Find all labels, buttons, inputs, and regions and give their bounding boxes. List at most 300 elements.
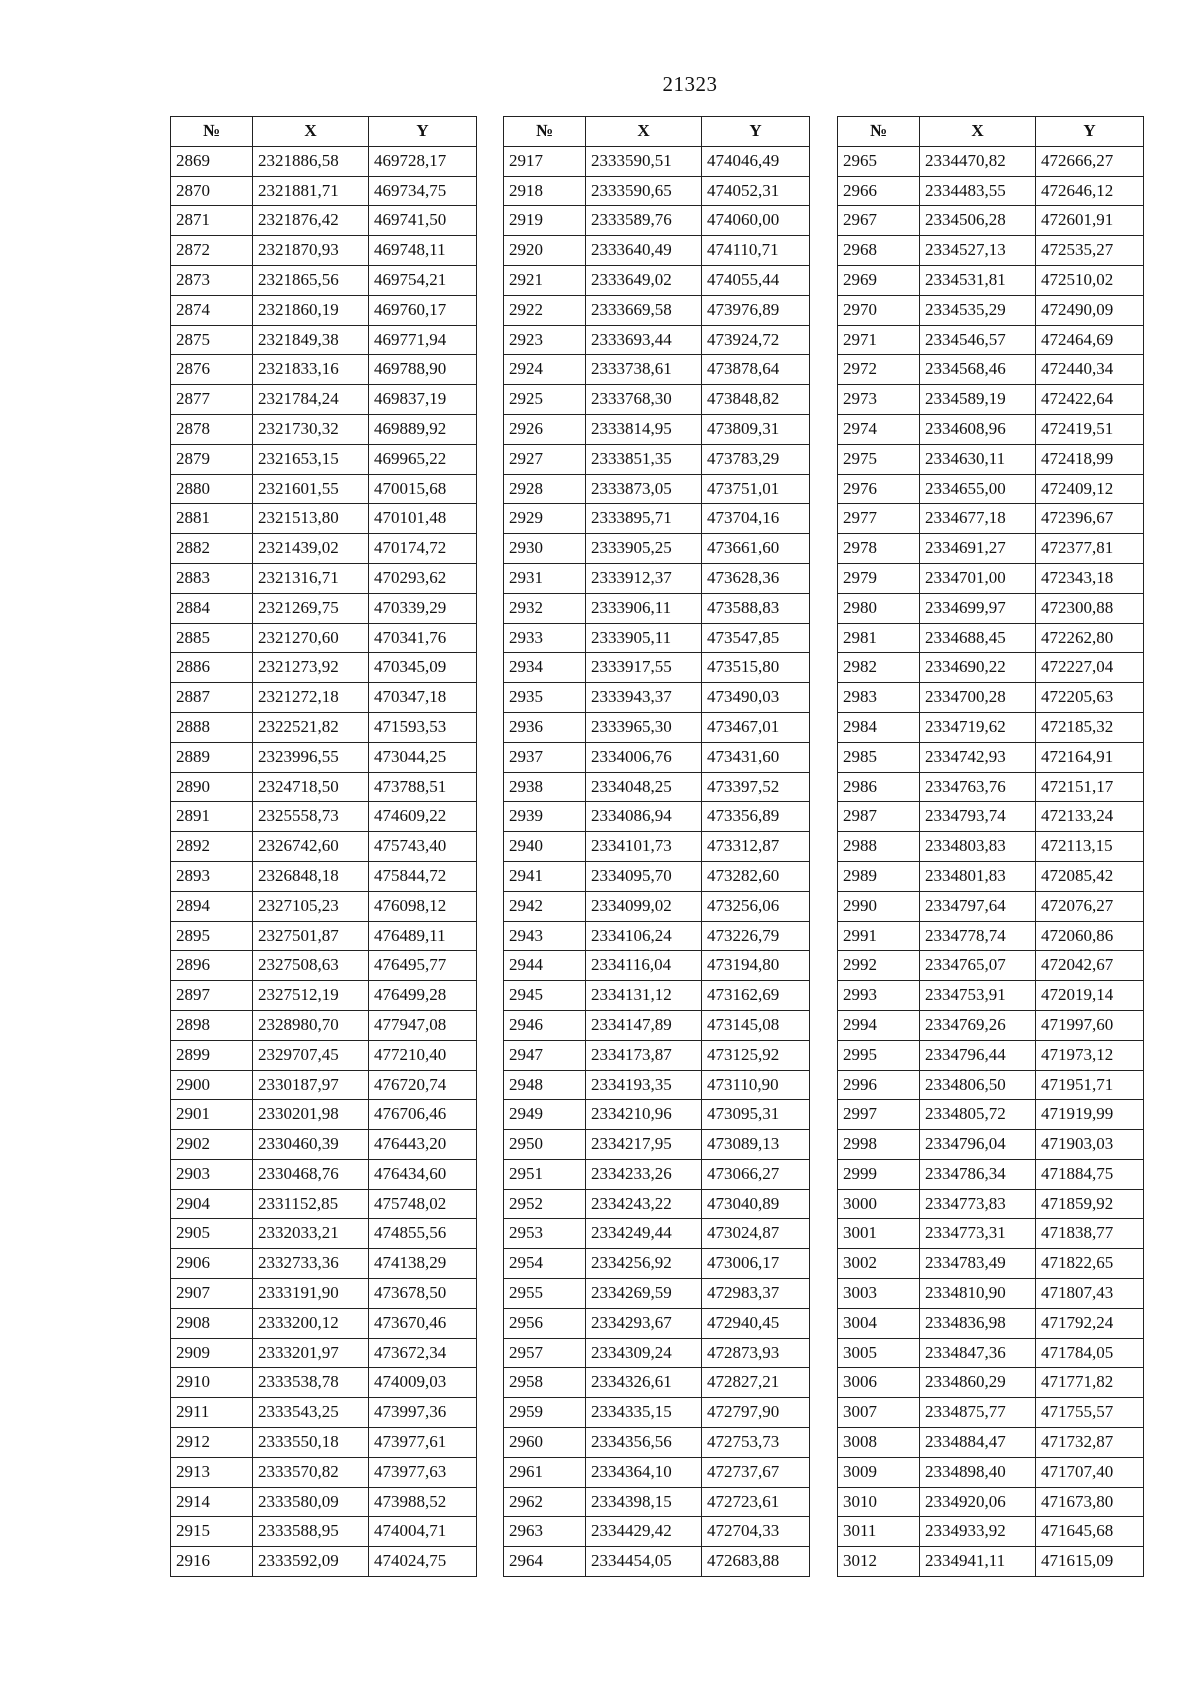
x-coordinate-cell: 2321653,15	[253, 444, 369, 474]
point-number-cell: 2877	[171, 385, 253, 415]
point-number-cell: 2943	[504, 921, 586, 951]
table-row	[171, 1189, 477, 1219]
x-coordinate-cell: 2321272,18	[253, 683, 369, 713]
point-number-cell: 2914	[171, 1487, 253, 1517]
x-coordinate-cell: 2326848,18	[253, 861, 369, 891]
y-coordinate-cell: 471771,82	[1036, 1368, 1144, 1398]
y-coordinate-cell: 473095,31	[702, 1100, 810, 1130]
x-coordinate-cell: 2321316,71	[253, 563, 369, 593]
x-coordinate-cell: 2334470,82	[920, 146, 1036, 176]
x-coordinate-cell: 2329707,45	[253, 1040, 369, 1070]
x-coordinate-cell: 2334920,06	[920, 1487, 1036, 1517]
point-number-cell: 3012	[838, 1547, 920, 1577]
y-coordinate-cell: 474004,71	[369, 1517, 477, 1547]
point-number-cell: 2977	[838, 504, 920, 534]
point-number-cell: 3006	[838, 1368, 920, 1398]
table-row	[504, 1130, 810, 1160]
table-row	[171, 176, 477, 206]
y-coordinate-cell: 472113,15	[1036, 832, 1144, 862]
y-coordinate-cell: 472262,80	[1036, 623, 1144, 653]
table-row	[504, 772, 810, 802]
x-coordinate-cell: 2328980,70	[253, 1010, 369, 1040]
y-coordinate-cell: 473356,89	[702, 802, 810, 832]
y-coordinate-cell: 473678,50	[369, 1279, 477, 1309]
x-coordinate-cell: 2334101,73	[586, 832, 702, 862]
table-row	[838, 1189, 1144, 1219]
y-coordinate-cell: 472396,67	[1036, 504, 1144, 534]
point-number-cell: 2996	[838, 1070, 920, 1100]
table-row	[171, 474, 477, 504]
table-row	[838, 355, 1144, 385]
point-number-cell: 2948	[504, 1070, 586, 1100]
x-coordinate-cell: 2325558,73	[253, 802, 369, 832]
table-row	[838, 563, 1144, 593]
x-coordinate-cell: 2321270,60	[253, 623, 369, 653]
x-coordinate-cell: 2334773,83	[920, 1189, 1036, 1219]
table-row	[838, 444, 1144, 474]
table-row	[171, 414, 477, 444]
y-coordinate-cell: 470015,68	[369, 474, 477, 504]
y-coordinate-cell: 472646,12	[1036, 176, 1144, 206]
point-number-cell: 2901	[171, 1100, 253, 1130]
point-number-cell: 3001	[838, 1219, 920, 1249]
point-number-cell: 2953	[504, 1219, 586, 1249]
y-coordinate-cell: 474110,71	[702, 236, 810, 266]
table-row	[504, 355, 810, 385]
header-y: Y	[702, 117, 810, 147]
table-row	[171, 861, 477, 891]
point-number-cell: 2891	[171, 802, 253, 832]
point-number-cell: 2910	[171, 1368, 253, 1398]
point-number-cell: 2925	[504, 385, 586, 415]
x-coordinate-cell: 2333592,09	[253, 1547, 369, 1577]
point-number-cell: 2898	[171, 1010, 253, 1040]
x-coordinate-cell: 2334099,02	[586, 891, 702, 921]
x-coordinate-cell: 2322521,82	[253, 712, 369, 742]
table-row	[838, 176, 1144, 206]
point-number-cell: 2887	[171, 683, 253, 713]
point-number-cell: 2882	[171, 534, 253, 564]
point-number-cell: 2961	[504, 1457, 586, 1487]
x-coordinate-cell: 2333738,61	[586, 355, 702, 385]
point-number-cell: 2998	[838, 1130, 920, 1160]
y-coordinate-cell: 472422,64	[1036, 385, 1144, 415]
point-number-cell: 2956	[504, 1308, 586, 1338]
point-number-cell: 2920	[504, 236, 586, 266]
x-coordinate-cell: 2333905,11	[586, 623, 702, 653]
x-coordinate-cell: 2334233,26	[586, 1159, 702, 1189]
y-coordinate-cell: 473704,16	[702, 504, 810, 534]
x-coordinate-cell: 2334568,46	[920, 355, 1036, 385]
x-coordinate-cell: 2334630,11	[920, 444, 1036, 474]
y-coordinate-cell: 476706,46	[369, 1100, 477, 1130]
table-row	[504, 1398, 810, 1428]
y-coordinate-cell: 476495,77	[369, 951, 477, 981]
y-coordinate-cell: 472666,27	[1036, 146, 1144, 176]
table-row	[838, 861, 1144, 891]
table-row	[171, 1070, 477, 1100]
y-coordinate-cell: 472490,09	[1036, 295, 1144, 325]
point-number-cell: 2949	[504, 1100, 586, 1130]
y-coordinate-cell: 472737,67	[702, 1457, 810, 1487]
table-row	[838, 1487, 1144, 1517]
table-row	[171, 1398, 477, 1428]
x-coordinate-cell: 2334796,44	[920, 1040, 1036, 1070]
table-row	[504, 623, 810, 653]
table-row	[171, 1249, 477, 1279]
y-coordinate-cell: 476434,60	[369, 1159, 477, 1189]
x-coordinate-cell: 2334217,95	[586, 1130, 702, 1160]
point-number-cell: 2973	[838, 385, 920, 415]
table-row	[838, 1159, 1144, 1189]
header-y: Y	[1036, 117, 1144, 147]
point-number-cell: 2881	[171, 504, 253, 534]
point-number-cell: 2981	[838, 623, 920, 653]
y-coordinate-cell: 473788,51	[369, 772, 477, 802]
point-number-cell: 2899	[171, 1040, 253, 1070]
x-coordinate-cell: 2334898,40	[920, 1457, 1036, 1487]
table-row	[171, 981, 477, 1011]
y-coordinate-cell: 473110,90	[702, 1070, 810, 1100]
y-coordinate-cell: 471755,57	[1036, 1398, 1144, 1428]
table-row	[838, 1368, 1144, 1398]
x-coordinate-cell: 2334805,72	[920, 1100, 1036, 1130]
table-body	[504, 146, 810, 1576]
x-coordinate-cell: 2334131,12	[586, 981, 702, 1011]
x-coordinate-cell: 2333590,65	[586, 176, 702, 206]
table-row	[171, 1100, 477, 1130]
x-coordinate-cell: 2333543,25	[253, 1398, 369, 1428]
x-coordinate-cell: 2326742,60	[253, 832, 369, 862]
point-number-cell: 2885	[171, 623, 253, 653]
x-coordinate-cell: 2334483,55	[920, 176, 1036, 206]
y-coordinate-cell: 469760,17	[369, 295, 477, 325]
y-coordinate-cell: 473006,17	[702, 1249, 810, 1279]
y-coordinate-cell: 473848,82	[702, 385, 810, 415]
x-coordinate-cell: 2334006,76	[586, 742, 702, 772]
y-coordinate-cell: 473809,31	[702, 414, 810, 444]
y-coordinate-cell: 469837,19	[369, 385, 477, 415]
y-coordinate-cell: 476489,11	[369, 921, 477, 951]
x-coordinate-cell: 2321601,55	[253, 474, 369, 504]
table-row	[504, 891, 810, 921]
table-row	[171, 534, 477, 564]
table-row	[504, 861, 810, 891]
point-number-cell: 3002	[838, 1249, 920, 1279]
y-coordinate-cell: 473194,80	[702, 951, 810, 981]
y-coordinate-cell: 469965,22	[369, 444, 477, 474]
y-coordinate-cell: 472418,99	[1036, 444, 1144, 474]
x-coordinate-cell: 2321273,92	[253, 653, 369, 683]
table-row	[838, 534, 1144, 564]
table-row	[504, 176, 810, 206]
point-number-cell: 2986	[838, 772, 920, 802]
y-coordinate-cell: 473628,36	[702, 563, 810, 593]
point-number-cell: 2960	[504, 1428, 586, 1458]
page-number: 21323	[662, 72, 718, 96]
point-number-cell: 2937	[504, 742, 586, 772]
point-number-cell: 2983	[838, 683, 920, 713]
y-coordinate-cell: 474055,44	[702, 265, 810, 295]
table-row	[171, 623, 477, 653]
x-coordinate-cell: 2334535,29	[920, 295, 1036, 325]
point-number-cell: 2876	[171, 355, 253, 385]
x-coordinate-cell: 2334933,92	[920, 1517, 1036, 1547]
table-row	[171, 1308, 477, 1338]
point-number-cell: 2918	[504, 176, 586, 206]
y-coordinate-cell: 471673,80	[1036, 1487, 1144, 1517]
point-number-cell: 2952	[504, 1189, 586, 1219]
table-row	[838, 832, 1144, 862]
x-coordinate-cell: 2334429,42	[586, 1517, 702, 1547]
x-coordinate-cell: 2330460,39	[253, 1130, 369, 1160]
y-coordinate-cell: 473997,36	[369, 1398, 477, 1428]
point-number-cell: 2870	[171, 176, 253, 206]
point-number-cell: 2938	[504, 772, 586, 802]
table-row	[171, 772, 477, 802]
x-coordinate-cell: 2334836,98	[920, 1308, 1036, 1338]
x-coordinate-cell: 2334688,45	[920, 623, 1036, 653]
point-number-cell: 2909	[171, 1338, 253, 1368]
point-number-cell: 2919	[504, 206, 586, 236]
x-coordinate-cell: 2333588,95	[253, 1517, 369, 1547]
table-row	[171, 951, 477, 981]
table-row	[838, 414, 1144, 444]
point-number-cell: 2900	[171, 1070, 253, 1100]
y-coordinate-cell: 473467,01	[702, 712, 810, 742]
y-coordinate-cell: 473977,61	[369, 1428, 477, 1458]
y-coordinate-cell: 472205,63	[1036, 683, 1144, 713]
x-coordinate-cell: 2333912,37	[586, 563, 702, 593]
x-coordinate-cell: 2334527,13	[920, 236, 1036, 266]
y-coordinate-cell: 472440,34	[1036, 355, 1144, 385]
x-coordinate-cell: 2321860,19	[253, 295, 369, 325]
y-coordinate-cell: 472419,51	[1036, 414, 1144, 444]
point-number-cell: 2970	[838, 295, 920, 325]
table-row	[171, 265, 477, 295]
table-row	[171, 593, 477, 623]
x-coordinate-cell: 2334293,67	[586, 1308, 702, 1338]
x-coordinate-cell: 2334326,61	[586, 1368, 702, 1398]
x-coordinate-cell: 2333768,30	[586, 385, 702, 415]
table-row	[504, 385, 810, 415]
table-row	[171, 504, 477, 534]
table-row	[171, 832, 477, 862]
point-number-cell: 2872	[171, 236, 253, 266]
y-coordinate-cell: 473515,80	[702, 653, 810, 683]
point-number-cell: 2971	[838, 325, 920, 355]
coordinates-table-2	[503, 116, 810, 1577]
table-row	[171, 891, 477, 921]
y-coordinate-cell: 472601,91	[1036, 206, 1144, 236]
x-coordinate-cell: 2334546,57	[920, 325, 1036, 355]
coordinates-table-1	[170, 116, 477, 1577]
header-number: №	[171, 117, 253, 147]
point-number-cell: 2993	[838, 981, 920, 1011]
x-coordinate-cell: 2333570,82	[253, 1457, 369, 1487]
x-coordinate-cell: 2334269,59	[586, 1279, 702, 1309]
y-coordinate-cell: 473976,89	[702, 295, 810, 325]
table-row	[504, 832, 810, 862]
x-coordinate-cell: 2327508,63	[253, 951, 369, 981]
x-coordinate-cell: 2334048,25	[586, 772, 702, 802]
x-coordinate-cell: 2334309,24	[586, 1338, 702, 1368]
table-row	[504, 1279, 810, 1309]
x-coordinate-cell: 2334364,10	[586, 1457, 702, 1487]
point-number-cell: 2907	[171, 1279, 253, 1309]
y-coordinate-cell: 472185,32	[1036, 712, 1144, 742]
y-coordinate-cell: 472085,42	[1036, 861, 1144, 891]
y-coordinate-cell: 473024,87	[702, 1219, 810, 1249]
header-x: X	[586, 117, 702, 147]
point-number-cell: 2883	[171, 563, 253, 593]
y-coordinate-cell: 472151,17	[1036, 772, 1144, 802]
y-coordinate-cell: 473977,63	[369, 1457, 477, 1487]
y-coordinate-cell: 473783,29	[702, 444, 810, 474]
x-coordinate-cell: 2334742,93	[920, 742, 1036, 772]
x-coordinate-cell: 2321513,80	[253, 504, 369, 534]
y-coordinate-cell: 473547,85	[702, 623, 810, 653]
x-coordinate-cell: 2333814,95	[586, 414, 702, 444]
y-coordinate-cell: 473661,60	[702, 534, 810, 564]
y-coordinate-cell: 473490,03	[702, 683, 810, 713]
x-coordinate-cell: 2333905,25	[586, 534, 702, 564]
point-number-cell: 2974	[838, 414, 920, 444]
table-row	[504, 474, 810, 504]
table-row	[504, 653, 810, 683]
y-coordinate-cell: 477947,08	[369, 1010, 477, 1040]
point-number-cell: 2878	[171, 414, 253, 444]
point-number-cell: 2880	[171, 474, 253, 504]
point-number-cell: 2930	[504, 534, 586, 564]
y-coordinate-cell: 474855,56	[369, 1219, 477, 1249]
x-coordinate-cell: 2334773,31	[920, 1219, 1036, 1249]
point-number-cell: 2942	[504, 891, 586, 921]
point-number-cell: 2933	[504, 623, 586, 653]
y-coordinate-cell: 471615,09	[1036, 1547, 1144, 1577]
y-coordinate-cell: 471859,92	[1036, 1189, 1144, 1219]
table-row	[504, 504, 810, 534]
table-row	[171, 1159, 477, 1189]
x-coordinate-cell: 2332733,36	[253, 1249, 369, 1279]
table-row	[838, 1070, 1144, 1100]
point-number-cell: 3007	[838, 1398, 920, 1428]
y-coordinate-cell: 471822,65	[1036, 1249, 1144, 1279]
y-coordinate-cell: 473145,08	[702, 1010, 810, 1040]
x-coordinate-cell: 2333693,44	[586, 325, 702, 355]
x-coordinate-cell: 2334786,34	[920, 1159, 1036, 1189]
point-number-cell: 2994	[838, 1010, 920, 1040]
point-number-cell: 2906	[171, 1249, 253, 1279]
table-row	[838, 504, 1144, 534]
x-coordinate-cell: 2334700,28	[920, 683, 1036, 713]
x-coordinate-cell: 2327512,19	[253, 981, 369, 1011]
table-row	[838, 921, 1144, 951]
table-row	[171, 1368, 477, 1398]
y-coordinate-cell: 469754,21	[369, 265, 477, 295]
x-coordinate-cell: 2334335,15	[586, 1398, 702, 1428]
x-coordinate-cell: 2334095,70	[586, 861, 702, 891]
table-row	[504, 742, 810, 772]
header-x: X	[253, 117, 369, 147]
point-number-cell: 2913	[171, 1457, 253, 1487]
x-coordinate-cell: 2334847,36	[920, 1338, 1036, 1368]
point-number-cell: 2941	[504, 861, 586, 891]
y-coordinate-cell: 472076,27	[1036, 891, 1144, 921]
point-number-cell: 2992	[838, 951, 920, 981]
table-row	[838, 951, 1144, 981]
point-number-cell: 2962	[504, 1487, 586, 1517]
y-coordinate-cell: 472343,18	[1036, 563, 1144, 593]
x-coordinate-cell: 2334884,47	[920, 1428, 1036, 1458]
point-number-cell: 2963	[504, 1517, 586, 1547]
point-number-cell: 2871	[171, 206, 253, 236]
y-coordinate-cell: 472535,27	[1036, 236, 1144, 266]
x-coordinate-cell: 2334796,04	[920, 1130, 1036, 1160]
x-coordinate-cell: 2334690,22	[920, 653, 1036, 683]
x-coordinate-cell: 2321865,56	[253, 265, 369, 295]
y-coordinate-cell: 469788,90	[369, 355, 477, 385]
point-number-cell: 2921	[504, 265, 586, 295]
y-coordinate-cell: 471884,75	[1036, 1159, 1144, 1189]
table-row	[504, 563, 810, 593]
point-number-cell: 2922	[504, 295, 586, 325]
y-coordinate-cell: 469889,92	[369, 414, 477, 444]
x-coordinate-cell: 2334398,15	[586, 1487, 702, 1517]
table-row	[504, 951, 810, 981]
table-row	[504, 206, 810, 236]
table-row	[838, 683, 1144, 713]
point-number-cell: 2989	[838, 861, 920, 891]
x-coordinate-cell: 2334783,49	[920, 1249, 1036, 1279]
point-number-cell: 2904	[171, 1189, 253, 1219]
x-coordinate-cell: 2333943,37	[586, 683, 702, 713]
y-coordinate-cell: 477210,40	[369, 1040, 477, 1070]
table-row	[504, 921, 810, 951]
y-coordinate-cell: 472042,67	[1036, 951, 1144, 981]
table-row	[171, 206, 477, 236]
y-coordinate-cell: 471645,68	[1036, 1517, 1144, 1547]
y-coordinate-cell: 472464,69	[1036, 325, 1144, 355]
y-coordinate-cell: 474052,31	[702, 176, 810, 206]
x-coordinate-cell: 2334106,24	[586, 921, 702, 951]
x-coordinate-cell: 2333550,18	[253, 1428, 369, 1458]
point-number-cell: 3009	[838, 1457, 920, 1487]
y-coordinate-cell: 472377,81	[1036, 534, 1144, 564]
y-coordinate-cell: 476720,74	[369, 1070, 477, 1100]
point-number-cell: 2892	[171, 832, 253, 862]
table-body	[171, 146, 477, 1576]
x-coordinate-cell: 2334116,04	[586, 951, 702, 981]
table-row	[171, 563, 477, 593]
point-number-cell: 2886	[171, 653, 253, 683]
point-number-cell: 2940	[504, 832, 586, 862]
table-row	[171, 325, 477, 355]
table-row	[504, 1100, 810, 1130]
point-number-cell: 2954	[504, 1249, 586, 1279]
point-number-cell: 2915	[171, 1517, 253, 1547]
y-coordinate-cell: 470339,29	[369, 593, 477, 623]
point-number-cell: 2873	[171, 265, 253, 295]
table-row	[504, 1308, 810, 1338]
y-coordinate-cell: 472983,37	[702, 1279, 810, 1309]
point-number-cell: 2944	[504, 951, 586, 981]
y-coordinate-cell: 474138,29	[369, 1249, 477, 1279]
table-row	[838, 742, 1144, 772]
point-number-cell: 2951	[504, 1159, 586, 1189]
y-coordinate-cell: 470101,48	[369, 504, 477, 534]
x-coordinate-cell: 2334941,11	[920, 1547, 1036, 1577]
